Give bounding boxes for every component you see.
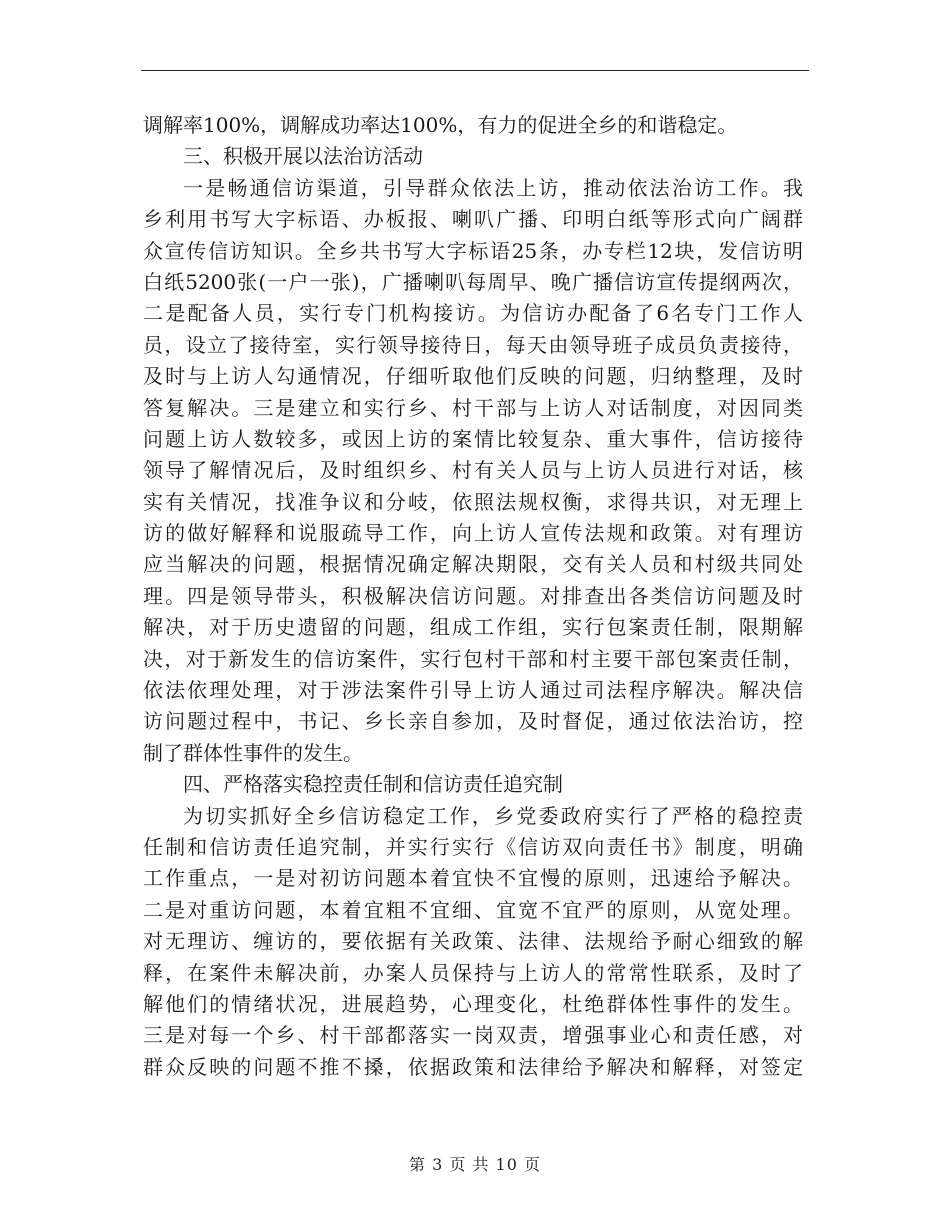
text-line: 白纸5200张(一户一张)，广播喇叭每周早、晚广播信访宣传提纲两次， xyxy=(143,269,803,294)
text-line: 对无理访、缠访的，要依据有关政策、法律、法规给予耐心细致的解 xyxy=(143,929,803,954)
text-line: 为切实抓好全乡信访稳定工作，乡党委政府实行了严格的稳控责 xyxy=(183,803,803,828)
text-line: 制了群体性事件的发生。 xyxy=(143,740,363,765)
text-line: 问题上访人数较多，或因上访的案情比较复杂、重大事件，信访接待 xyxy=(143,426,803,451)
text-line: 答复解决。三是建立和实行乡、村干部与上访人对话制度，对因同类 xyxy=(143,395,803,420)
text-line: 依法依理处理，对于涉法案件引导上访人通过司法程序解决。解决信 xyxy=(143,678,803,703)
text-line: 调解率100%，调解成功率达100%，有力的促进全乡的和谐稳定。 xyxy=(143,113,738,137)
text-line: 理。四是领导带头，积极解决信访问题。对排查出各类信访问题及时 xyxy=(143,583,803,608)
text-line: 决，对于新发生的信访案件，实行包村干部和村主要干部包案责任制， xyxy=(143,646,803,671)
text-line: 三是对每一个乡、村干部都落实一岗双责，增强事业心和责任感，对 xyxy=(143,1023,803,1048)
text-line: 工作重点，一是对初访问题本着宜快不宜慢的原则，迅速给予解决。 xyxy=(143,866,803,891)
text-line: 领导了解情况后，及时组织乡、村有关人员与上访人员进行对话，核 xyxy=(143,458,803,483)
text-line: 实有关情况，找准争议和分岐，依照法规权衡，求得共识，对无理上 xyxy=(143,489,803,514)
text-line: 释，在案件未解决前，办案人员保持与上访人的常常性联系，及时了 xyxy=(143,960,803,985)
text-line: 应当解决的问题，根据情况确定解决期限，交有关人员和村级共同处 xyxy=(143,552,803,577)
text-line: 二是配备人员，实行专门机构接访。为信访办配备了6名专门工作人 xyxy=(143,301,803,326)
document-body xyxy=(143,110,803,1083)
text-line: 一是畅通信访渠道，引导群众依法上访，推动依法治访工作。我 xyxy=(183,175,803,200)
text-line: 解他们的情绪状况，进展趋势，心理变化，杜绝群体性事件的发生。 xyxy=(143,991,803,1016)
text-line: 众宣传信访知识。全乡共书写大字标语25条，办专栏12块，发信访明 xyxy=(143,238,803,263)
text-line: 任制和信访责任追究制，并实行实行《信访双向责任书》制度，明确 xyxy=(143,834,803,859)
text-line: 群众反映的问题不推不搡，依据政策和法律给予解决和解释，对签定 xyxy=(143,1054,803,1079)
text-line: 解决，对于历史遗留的问题，组成工作组，实行包案责任制，限期解 xyxy=(143,615,803,640)
text-line: 乡利用书写大字标语、办板报、喇叭广播、印明白纸等形式向广阔群 xyxy=(143,207,803,232)
text-line: 访问题过程中，书记、乡长亲自参加，及时督促，通过依法治访，控 xyxy=(143,709,803,734)
text-line: 员，设立了接待室，实行领导接待日，每天由领导班子成员负责接待， xyxy=(143,332,803,357)
text-line: 二是对重访问题，本着宜粗不宜细、宜宽不宜严的原则，从宽处理。 xyxy=(143,897,803,922)
header-rule xyxy=(141,70,809,71)
text-line: 三、积极开展以法治访活动 xyxy=(183,144,423,169)
page-footer: 第 3 页 共 10 页 xyxy=(409,1155,541,1174)
text-line: 四、严格落实稳控责任制和信访责任追究制 xyxy=(183,772,563,797)
text-line: 及时与上访人勾通情况，仔细听取他们反映的问题，归纳整理，及时 xyxy=(143,364,803,389)
text-line: 访的做好解释和说服疏导工作，向上访人宣传法规和政策。对有理访 xyxy=(143,521,803,546)
